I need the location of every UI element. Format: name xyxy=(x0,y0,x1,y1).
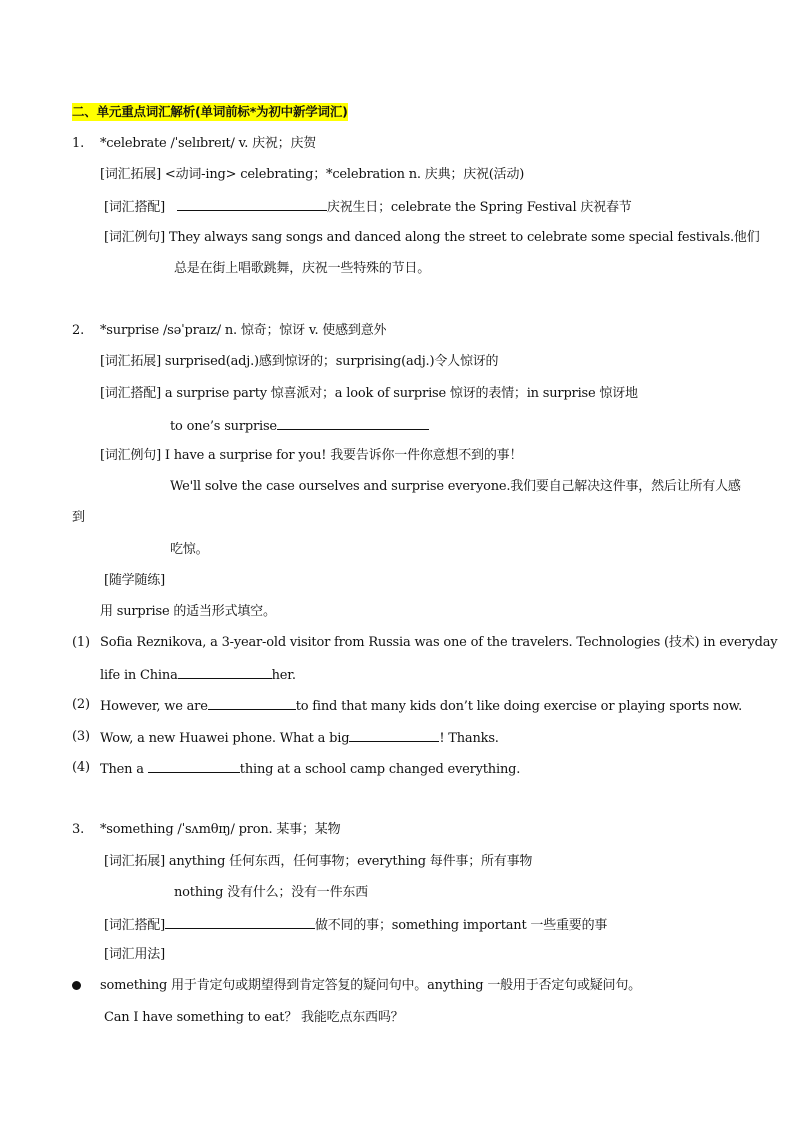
question-text xyxy=(100,728,499,748)
question-text xyxy=(100,696,742,716)
word-extension: [词汇拓展] surprised(adj.)感到惊讶的；surprising(adj.)令人惊讶的 xyxy=(100,354,499,369)
question-text-2 xyxy=(100,665,296,685)
entry-headword: *surprise /səˈpraɪz/ n. 惊奇；惊讶 v. 使感到意外 xyxy=(100,323,387,338)
collocation-text: 庆祝生日；celebrate the Spring Festival 庆祝春节 xyxy=(326,200,632,215)
question-text-part: life in China xyxy=(100,668,178,683)
collocation-line: [词汇搭配] a surprise party 惊喜派对；a look of surprise 惊讶的表情；in surprise 惊讶地 xyxy=(100,386,638,401)
example-translation: 总是在街上唱歌跳舞，庆祝一些特殊的节日。 xyxy=(174,261,431,276)
question-text-part: her. xyxy=(271,668,296,683)
usage-title: [词汇用法] xyxy=(104,947,165,962)
question-text-part: to find that many kids don’t like doing exercise or playing sports now. xyxy=(295,699,742,714)
question-text-part: However, we are xyxy=(100,699,208,714)
word-extension: [词汇拓展] <动词-ing> celebrating；*celebration n. 庆典；庆祝(活动) xyxy=(100,167,525,182)
question-text xyxy=(100,759,520,779)
answer-blank[interactable] xyxy=(148,759,240,773)
section-heading: 二、单元重点词汇解析(单词前标*为初中新学词汇) xyxy=(72,104,348,119)
entry-headword: *something /ˈsʌmθɪŋ/ pron. 某事；某物 xyxy=(100,822,341,837)
example-sentence-2: We'll solve the case ourselves and surprise everyone.我们要自己解决这件事，然后让所有人感 xyxy=(170,479,741,494)
usage-example: Can I have something to eat？ 我能吃点东西吗？ xyxy=(104,1010,404,1025)
usage-note: something 用于肯定句或期望得到肯定答复的疑问句中。anything 一般用于否定句或疑问句。 xyxy=(100,978,641,993)
bullet-icon xyxy=(72,981,81,990)
word-extension: [词汇拓展] anything 任何东西，任何事物；everything 每件事；所有事物 xyxy=(104,854,533,869)
question-text-part: ! Thanks. xyxy=(439,731,499,746)
practice-title: [随学随练] xyxy=(104,573,165,588)
collocation-label: [词汇搭配] xyxy=(104,200,165,215)
collocation-line xyxy=(104,197,632,217)
question-text-part: Then a xyxy=(100,762,144,777)
answer-blank[interactable] xyxy=(349,728,439,742)
entry-number: 2. xyxy=(72,323,85,338)
word-extension-2: nothing 没有什么；没有一件东西 xyxy=(174,885,368,900)
answer-blank[interactable] xyxy=(208,696,296,710)
entry-number: 1. xyxy=(72,136,85,151)
question-text: Sofia Reznikova, a 3-year-old visitor from Russia was one of the travelers. Technologies (技术) in everyday xyxy=(100,635,778,650)
question-text-part: thing at a school camp changed everything. xyxy=(239,762,521,777)
question-number: (2) xyxy=(72,697,90,712)
collocation-text: to one’s surprise xyxy=(170,419,277,434)
question-number: (4) xyxy=(72,760,90,775)
entry-number: 3. xyxy=(72,822,85,837)
collocation-line xyxy=(104,915,607,935)
collocation-text: 做不同的事；something important 一些重要的事 xyxy=(314,918,608,933)
question-text-part: Wow, a new Huawei phone. What a big xyxy=(100,731,350,746)
practice-instruction: 用 surprise 的适当形式填空。 xyxy=(100,604,276,619)
example-sentence: [词汇例句] They always sang songs and danced along the street to celebrate some special festivals.他们 xyxy=(104,230,760,245)
fill-blank[interactable] xyxy=(277,416,429,430)
question-number: (1) xyxy=(72,635,90,650)
fill-blank[interactable] xyxy=(177,197,327,211)
question-number: (3) xyxy=(72,729,90,744)
example-sentence-end: 吃惊。 xyxy=(170,542,209,557)
example-sentence: [词汇例句] I have a surprise for you! 我要告诉你一件你意想不到的事！ xyxy=(100,448,523,463)
fill-blank[interactable] xyxy=(165,915,315,929)
collocation-line-2 xyxy=(170,416,429,436)
entry-headword: *celebrate /ˈselɪbreɪt/ v. 庆祝；庆贺 xyxy=(100,136,317,151)
answer-blank[interactable] xyxy=(178,665,272,679)
collocation-label: [词汇搭配] xyxy=(104,918,165,933)
example-sentence-wrap: 到 xyxy=(72,510,85,525)
